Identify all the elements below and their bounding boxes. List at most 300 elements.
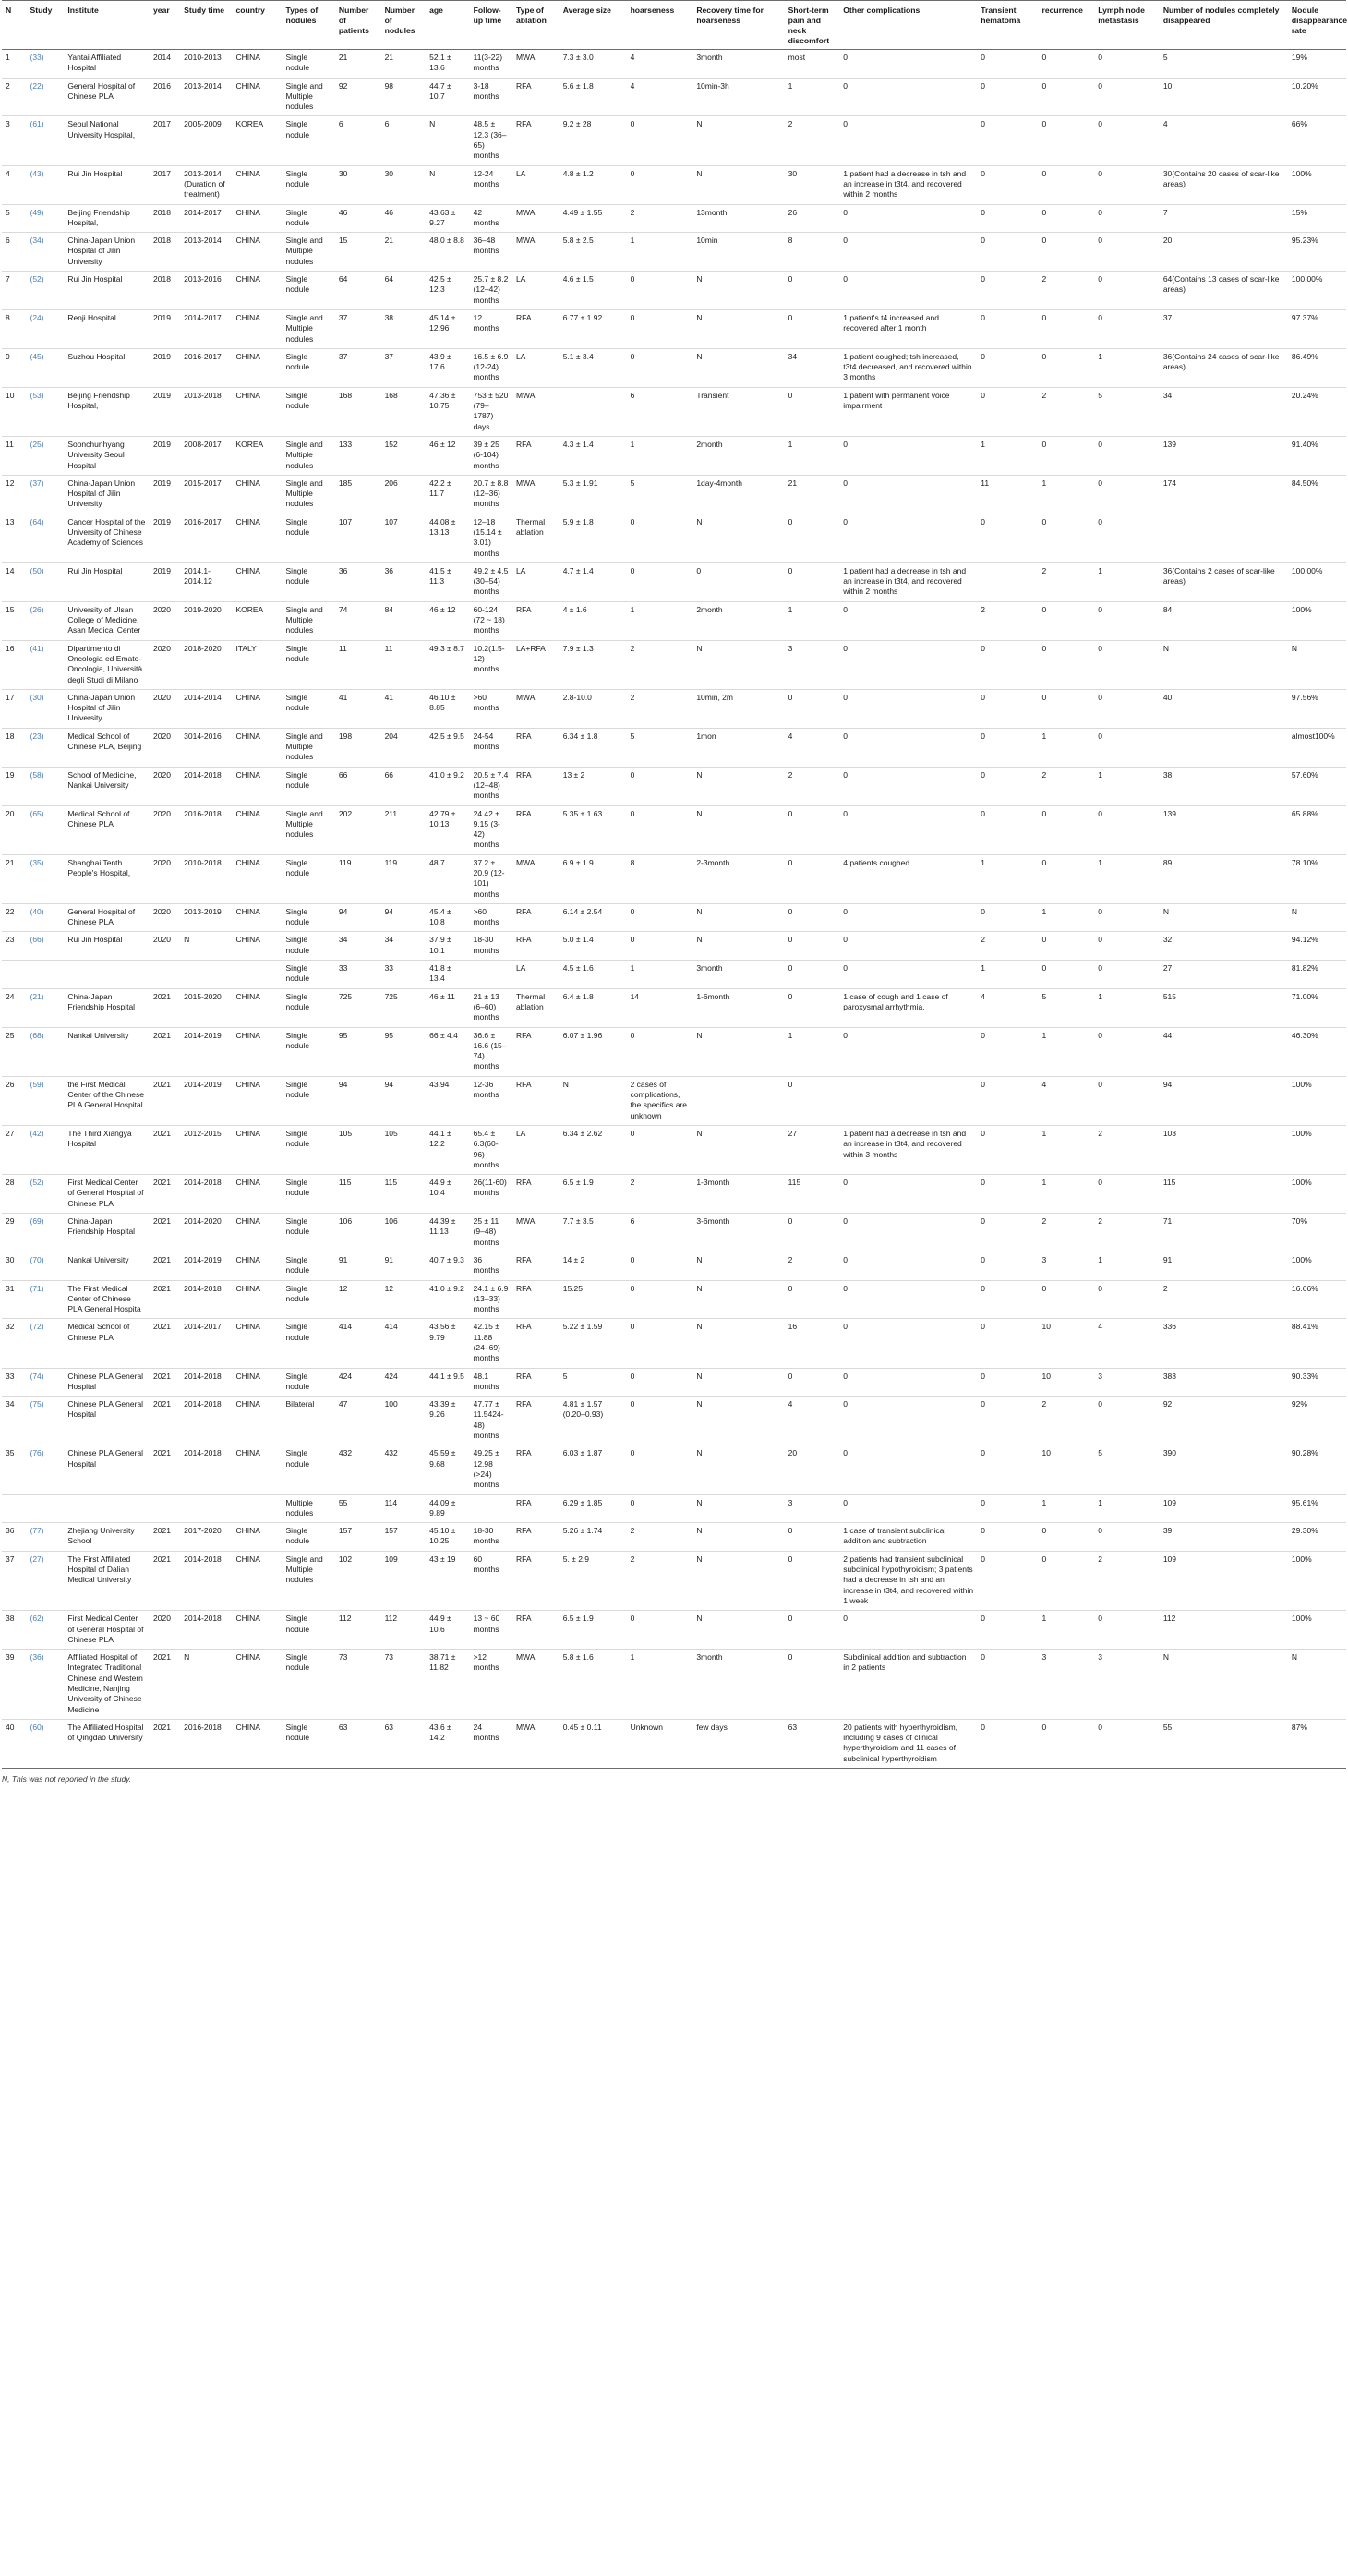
- table-cell: Dipartimento di Oncologia ed Emato-Oncologia, Università degli Studi di Milano: [64, 640, 150, 689]
- table-cell: MWA: [512, 854, 560, 903]
- table-cell: 24.1 ± 6.9 (13–33) months: [470, 1280, 512, 1319]
- table-cell: 4 ± 1.6: [560, 601, 627, 640]
- table-cell: 71.00%: [1288, 988, 1346, 1027]
- table-cell: Soonchunhyang University Seoul Hospital: [64, 436, 150, 475]
- table-cell: 1: [627, 601, 693, 640]
- table-cell: 4.3 ± 1.4: [560, 436, 627, 475]
- table-cell: 73: [381, 1650, 427, 1720]
- table-cell: 106: [381, 1214, 427, 1252]
- table-cell: 2: [2, 78, 26, 116]
- table-cell: 47.77 ± 11.5424-48) months: [470, 1397, 512, 1445]
- table-cell: N: [692, 1611, 784, 1650]
- table-cell: 2021: [150, 1027, 180, 1076]
- table-cell: 9: [2, 348, 26, 387]
- table-row: [2, 903, 1346, 932]
- table-cell: CHINA: [232, 1368, 282, 1397]
- table-cell: Single nodule: [283, 165, 335, 204]
- table-cell: 105: [381, 1125, 427, 1174]
- table-cell: 0: [977, 903, 1038, 932]
- table-cell: 6: [2, 233, 26, 272]
- table-cell: 0: [977, 805, 1038, 854]
- table-cell: 63: [335, 1719, 381, 1768]
- table-row: [2, 854, 1346, 903]
- table-cell: Single and Multiple nodules: [283, 233, 335, 272]
- column-header: Institute: [64, 1, 150, 50]
- table-cell: 2018: [150, 233, 180, 272]
- table-cell: (27): [26, 1551, 64, 1610]
- table-cell: (62): [26, 1611, 64, 1650]
- table-cell: 7.3 ± 3.0: [560, 50, 627, 79]
- table-cell: 0: [785, 903, 840, 932]
- table-cell: 10.2(1.5-12) months: [470, 640, 512, 689]
- table-cell: 6.9 ± 1.9: [560, 854, 627, 903]
- table-cell: KOREA: [232, 436, 282, 475]
- table-cell: Single and Multiple nodules: [283, 309, 335, 348]
- table-cell: [64, 961, 150, 989]
- table-cell: 21: [381, 233, 427, 272]
- table-row: [2, 1523, 1346, 1552]
- table-cell: 0: [1038, 348, 1094, 387]
- table-cell: 0: [627, 1494, 693, 1523]
- table-cell: 1 patient coughed; tsh increased, t3t4 decreased, and recovered within 3 months: [839, 348, 977, 387]
- table-cell: MWA: [512, 689, 560, 728]
- table-cell: N: [692, 1397, 784, 1445]
- table-cell: 0: [1038, 961, 1094, 989]
- table-cell: 0: [627, 1397, 693, 1445]
- table-cell: 0: [839, 233, 977, 272]
- table-cell: 43.39 ± 9.26: [426, 1397, 469, 1445]
- table-cell: N: [1288, 1650, 1346, 1720]
- table-cell: Chinese PLA General Hospital: [64, 1397, 150, 1445]
- table-cell: 11: [977, 475, 1038, 514]
- table-cell: LA+RFA: [512, 640, 560, 689]
- table-cell: RFA: [512, 932, 560, 961]
- table-cell: 157: [381, 1523, 427, 1552]
- table-cell: 2015-2017: [180, 475, 232, 514]
- table-cell: RFA: [512, 728, 560, 767]
- table-cell: 0: [627, 805, 693, 854]
- table-cell: 63: [785, 1719, 840, 1768]
- table-cell: N: [692, 1368, 784, 1397]
- table-cell: MWA: [512, 1719, 560, 1768]
- table-cell: RFA: [512, 903, 560, 932]
- table-cell: 66: [381, 767, 427, 805]
- table-cell: 2019: [150, 348, 180, 387]
- table-cell: 10min: [692, 233, 784, 272]
- table-cell: 103: [1160, 1125, 1288, 1174]
- table-cell: N: [692, 767, 784, 805]
- table-cell: [839, 1076, 977, 1125]
- table-row: [2, 514, 1346, 562]
- table-cell: Chinese PLA General Hospital: [64, 1368, 150, 1397]
- table-cell: (70): [26, 1252, 64, 1280]
- table-cell: 2021: [150, 1523, 180, 1552]
- table-cell: 10: [1038, 1445, 1094, 1494]
- table-cell: Single nodule: [283, 562, 335, 601]
- table-cell: 2020: [150, 689, 180, 728]
- table-cell: 0: [1094, 309, 1160, 348]
- column-header: Number of patients: [335, 1, 381, 50]
- table-cell: 0: [1094, 165, 1160, 204]
- table-cell: 0: [627, 165, 693, 204]
- table-cell: [692, 1076, 784, 1125]
- table-cell: 106: [335, 1214, 381, 1252]
- table-cell: 24-54 months: [470, 728, 512, 767]
- table-cell: 2014-2017: [180, 1319, 232, 1368]
- table-cell: 40.7 ± 9.3: [426, 1252, 469, 1280]
- table-cell: 2: [627, 1175, 693, 1214]
- table-cell: 5.6 ± 1.8: [560, 78, 627, 116]
- table-cell: 0: [1038, 233, 1094, 272]
- table-cell: General Hospital of Chinese PLA: [64, 903, 150, 932]
- table-cell: 2021: [150, 1076, 180, 1125]
- table-cell: 3: [785, 640, 840, 689]
- table-cell: 0: [1038, 805, 1094, 854]
- table-cell: 0: [839, 767, 977, 805]
- table-cell: (33): [26, 50, 64, 79]
- table-cell: 0: [977, 1445, 1038, 1494]
- table-cell: [2, 1494, 26, 1523]
- table-cell: 0: [977, 1125, 1038, 1174]
- table-cell: 44.09 ± 9.89: [426, 1494, 469, 1523]
- table-cell: 2017: [150, 165, 180, 204]
- table-cell: 35: [2, 1445, 26, 1494]
- table-cell: Thermal ablation: [512, 988, 560, 1027]
- table-cell: 0: [627, 1125, 693, 1174]
- table-cell: 1 patient's t4 increased and recovered after 1 month: [839, 309, 977, 348]
- table-cell: 2019: [150, 514, 180, 562]
- table-cell: CHINA: [232, 475, 282, 514]
- table-cell: China-Japan Friendship Hospital: [64, 1214, 150, 1252]
- table-cell: 6.34 ± 1.8: [560, 728, 627, 767]
- table-cell: 1 patient had a decrease in tsh and an increase in t3t4, and recovered within 3 months: [839, 1125, 977, 1174]
- table-cell: 18-30 months: [470, 932, 512, 961]
- table-cell: 0: [785, 1611, 840, 1650]
- table-cell: 12: [2, 475, 26, 514]
- table-cell: 0: [839, 728, 977, 767]
- table-cell: 2month: [692, 601, 784, 640]
- table-cell: 0: [627, 272, 693, 310]
- table-cell: 6: [627, 387, 693, 436]
- table-cell: 13 ± 2: [560, 767, 627, 805]
- table-cell: 0: [839, 436, 977, 475]
- table-cell: 2020: [150, 903, 180, 932]
- table-cell: 2013-2019: [180, 903, 232, 932]
- table-cell: 2021: [150, 1252, 180, 1280]
- column-header: Recovery time for hoarseness: [692, 1, 784, 50]
- table-cell: 2014: [150, 50, 180, 79]
- table-cell: N: [426, 165, 469, 204]
- table-row: [2, 1125, 1346, 1174]
- table-cell: 12-36 months: [470, 1076, 512, 1125]
- table-cell: CHINA: [232, 1076, 282, 1125]
- table-cell: 2014-2018: [180, 1280, 232, 1319]
- table-cell: 2021: [150, 1445, 180, 1494]
- table-cell: 4.6 ± 1.5: [560, 272, 627, 310]
- table-cell: 66: [335, 767, 381, 805]
- table-cell: CHINA: [232, 932, 282, 961]
- table-cell: 0: [785, 854, 840, 903]
- table-cell: 94: [335, 903, 381, 932]
- table-cell: 2014-2018: [180, 767, 232, 805]
- table-cell: 0: [1094, 116, 1160, 165]
- table-row: [2, 988, 1346, 1027]
- table-row: [2, 1719, 1346, 1768]
- table-cell: 1 case of transient subclinical addition and subtraction: [839, 1523, 977, 1552]
- table-cell: 2010-2013: [180, 50, 232, 79]
- table-cell: 0: [977, 309, 1038, 348]
- table-cell: 37: [335, 309, 381, 348]
- table-cell: (64): [26, 514, 64, 562]
- table-cell: 0: [977, 116, 1038, 165]
- table-cell: 0: [1094, 961, 1160, 989]
- table-cell: 5: [627, 475, 693, 514]
- table-cell: 0: [627, 562, 693, 601]
- table-cell: 133: [335, 436, 381, 475]
- study-table: [2, 0, 1346, 1769]
- table-cell: 2020: [150, 767, 180, 805]
- table-cell: N: [692, 903, 784, 932]
- table-cell: CHINA: [232, 1650, 282, 1720]
- table-footnote: N, This was not reported in the study.: [2, 1774, 132, 1784]
- table-cell: 0: [1094, 932, 1160, 961]
- table-cell: 0: [839, 272, 977, 310]
- table-cell: 0: [1094, 1719, 1160, 1768]
- table-cell: [1160, 514, 1288, 562]
- table-cell: Rui Jin Hospital: [64, 562, 150, 601]
- table-cell: 2019: [150, 562, 180, 601]
- table-cell: 0: [1094, 805, 1160, 854]
- table-cell: 432: [335, 1445, 381, 1494]
- table-cell: 0: [977, 514, 1038, 562]
- table-cell: 91: [381, 1252, 427, 1280]
- table-cell: 36: [381, 562, 427, 601]
- table-cell: 100%: [1288, 165, 1346, 204]
- table-cell: 211: [381, 805, 427, 854]
- table-cell: University of Ulsan College of Medicine, Asan Medical Center: [64, 601, 150, 640]
- table-cell: CHINA: [232, 165, 282, 204]
- table-row: [2, 78, 1346, 116]
- table-cell: 2: [1038, 767, 1094, 805]
- table-cell: 25 ± 11 (9–48) months: [470, 1214, 512, 1252]
- table-cell: 5.8 ± 2.5: [560, 233, 627, 272]
- table-cell: [470, 961, 512, 989]
- table-cell: Single nodule: [283, 1280, 335, 1319]
- table-cell: 0: [1038, 601, 1094, 640]
- table-cell: 109: [1160, 1494, 1288, 1523]
- table-cell: 0: [977, 78, 1038, 116]
- table-cell: N: [1160, 903, 1288, 932]
- table-cell: 84.50%: [1288, 475, 1346, 514]
- table-cell: 5: [1038, 988, 1094, 1027]
- table-cell: Nankai University: [64, 1027, 150, 1076]
- table-cell: 1: [1094, 562, 1160, 601]
- table-cell: 4.7 ± 1.4: [560, 562, 627, 601]
- table-cell: Rui Jin Hospital: [64, 932, 150, 961]
- table-cell: (41): [26, 640, 64, 689]
- table-cell: 43.63 ± 9.27: [426, 204, 469, 233]
- table-cell: 52.1 ± 13.6: [426, 50, 469, 79]
- table-cell: 139: [1160, 436, 1288, 475]
- table-cell: RFA: [512, 116, 560, 165]
- table-cell: 725: [381, 988, 427, 1027]
- table-cell: [150, 961, 180, 989]
- table-row: [2, 1175, 1346, 1214]
- table-cell: 2013-2018: [180, 387, 232, 436]
- table-cell: 12: [335, 1280, 381, 1319]
- table-cell: 8: [785, 233, 840, 272]
- table-cell: 105: [335, 1125, 381, 1174]
- table-cell: 0: [627, 1280, 693, 1319]
- table-cell: 2013-2016: [180, 272, 232, 310]
- table-cell: 47: [335, 1397, 381, 1445]
- table-cell: RFA: [512, 767, 560, 805]
- table-cell: 94: [381, 903, 427, 932]
- table-cell: N: [560, 1076, 627, 1125]
- table-cell: RFA: [512, 1494, 560, 1523]
- table-cell: 0: [977, 640, 1038, 689]
- table-cell: 1: [785, 78, 840, 116]
- table-cell: 0: [839, 1252, 977, 1280]
- table-cell: 42.15 ± 11.88 (24–69) months: [470, 1319, 512, 1368]
- table-cell: >12 months: [470, 1650, 512, 1720]
- table-cell: 2014-2017: [180, 204, 232, 233]
- table-cell: 3: [1038, 1252, 1094, 1280]
- table-cell: 36(Contains 24 cases of scar-like areas): [1160, 348, 1288, 387]
- table-cell: Single nodule: [283, 514, 335, 562]
- table-cell: 6.07 ± 1.96: [560, 1027, 627, 1076]
- table-cell: 71: [1160, 1214, 1288, 1252]
- table-cell: 0: [1038, 514, 1094, 562]
- table-cell: 64: [335, 272, 381, 310]
- table-cell: 2021: [150, 1125, 180, 1174]
- table-cell: 45.4 ± 10.8: [426, 903, 469, 932]
- table-cell: 1: [1038, 475, 1094, 514]
- table-cell: 5: [1094, 387, 1160, 436]
- table-cell: 21: [2, 854, 26, 903]
- table-cell: 48.7: [426, 854, 469, 903]
- table-cell: 100%: [1288, 1076, 1346, 1125]
- table-cell: 63: [381, 1719, 427, 1768]
- table-cell: 15%: [1288, 204, 1346, 233]
- table-cell: 2005-2009: [180, 116, 232, 165]
- table-cell: 0: [1038, 204, 1094, 233]
- table-cell: 31: [2, 1280, 26, 1319]
- table-cell: [2, 961, 26, 989]
- table-cell: 34: [2, 1397, 26, 1445]
- table-cell: 23: [2, 932, 26, 961]
- table-cell: 92: [335, 78, 381, 116]
- table-cell: 2021: [150, 988, 180, 1027]
- table-row: [2, 689, 1346, 728]
- table-cell: 5.1 ± 3.4: [560, 348, 627, 387]
- table-cell: Single and Multiple nodules: [283, 436, 335, 475]
- table-cell: 0.45 ± 0.11: [560, 1719, 627, 1768]
- table-cell: N: [180, 1650, 232, 1720]
- table-cell: 45.10 ± 10.25: [426, 1523, 469, 1552]
- table-cell: CHINA: [232, 1611, 282, 1650]
- table-cell: 4: [627, 50, 693, 79]
- table-cell: 94: [381, 1076, 427, 1125]
- table-cell: 2014-2018: [180, 1368, 232, 1397]
- table-cell: [180, 961, 232, 989]
- table-cell: 33: [2, 1368, 26, 1397]
- table-cell: First Medical Center of General Hospital of Chinese PLA: [64, 1175, 150, 1214]
- table-cell: 1: [1094, 1252, 1160, 1280]
- table-cell: (53): [26, 387, 64, 436]
- table-cell: 1: [1094, 854, 1160, 903]
- table-cell: 2020: [150, 932, 180, 961]
- table-cell: 20.24%: [1288, 387, 1346, 436]
- table-cell: 2: [1038, 1214, 1094, 1252]
- table-cell: Single nodule: [283, 272, 335, 310]
- table-cell: 46: [381, 204, 427, 233]
- table-cell: 46.10 ± 8.85: [426, 689, 469, 728]
- table-cell: 44.9 ± 10.4: [426, 1175, 469, 1214]
- table-cell: Zhejiang University School: [64, 1523, 150, 1552]
- table-cell: Rui Jin Hospital: [64, 272, 150, 310]
- table-cell: 0: [1038, 689, 1094, 728]
- table-row: [2, 1551, 1346, 1610]
- table-cell: 0: [1094, 1076, 1160, 1125]
- table-cell: 2014-2014: [180, 689, 232, 728]
- table-cell: (25): [26, 436, 64, 475]
- table-cell: 5.35 ± 1.63: [560, 805, 627, 854]
- table-cell: MWA: [512, 387, 560, 436]
- table-cell: 0: [977, 1523, 1038, 1552]
- table-row: [2, 1252, 1346, 1280]
- table-cell: N: [180, 932, 232, 961]
- table-cell: 15.25: [560, 1280, 627, 1319]
- table-cell: 38: [2, 1611, 26, 1650]
- table-cell: 0: [1094, 728, 1160, 767]
- column-header: Transient hematoma: [977, 1, 1038, 50]
- table-cell: 115: [785, 1175, 840, 1214]
- table-cell: 2014.1-2014.12: [180, 562, 232, 601]
- table-cell: 3: [1038, 1650, 1094, 1720]
- table-cell: 20: [1160, 233, 1288, 272]
- table-cell: 2013-2014: [180, 78, 232, 116]
- table-cell: (52): [26, 1175, 64, 1214]
- table-cell: 0: [977, 1397, 1038, 1445]
- table-cell: 20 patients with hyperthyroidism, including 9 cases of clinical hyperthyroidism and 11 cases of subclinical hyperthyroidism: [839, 1719, 977, 1768]
- table-cell: LA: [512, 1125, 560, 1174]
- table-cell: 0: [839, 1397, 977, 1445]
- table-cell: 44.08 ± 13.13: [426, 514, 469, 562]
- table-cell: 2014-2018: [180, 1611, 232, 1650]
- table-cell: 87%: [1288, 1719, 1346, 1768]
- table-row: [2, 601, 1346, 640]
- table-cell: 185: [335, 475, 381, 514]
- table-cell: 5: [1160, 50, 1288, 79]
- table-cell: CHINA: [232, 1175, 282, 1214]
- table-cell: N: [692, 1027, 784, 1076]
- table-cell: 2020: [150, 728, 180, 767]
- table-cell: 3-6month: [692, 1214, 784, 1252]
- table-cell: 12: [381, 1280, 427, 1319]
- table-cell: few days: [692, 1719, 784, 1768]
- table-cell: 26: [785, 204, 840, 233]
- table-cell: N: [692, 640, 784, 689]
- table-cell: 81.82%: [1288, 961, 1346, 989]
- table-cell: 1: [627, 1650, 693, 1720]
- table-cell: 2018: [150, 204, 180, 233]
- table-cell: 0: [785, 1076, 840, 1125]
- table-cell: 2019-2020: [180, 601, 232, 640]
- table-cell: 0: [1094, 272, 1160, 310]
- table-cell: 0: [1094, 640, 1160, 689]
- table-cell: 5.9 ± 1.8: [560, 514, 627, 562]
